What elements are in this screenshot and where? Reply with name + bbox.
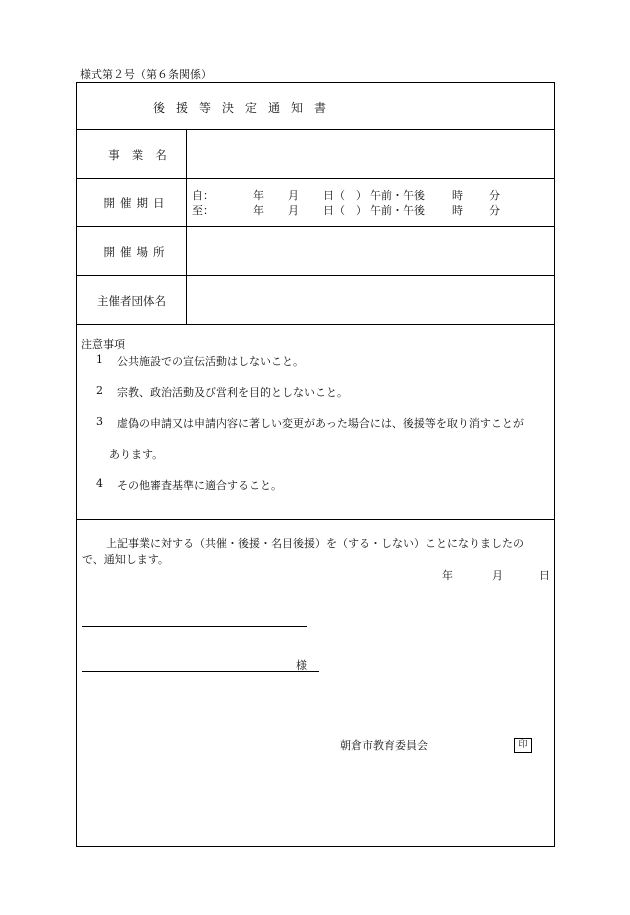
- seal-box: 印: [514, 738, 532, 753]
- notice-line-2: で、通知します。: [82, 553, 169, 566]
- divider: [77, 275, 554, 276]
- year-label: 年: [253, 204, 264, 217]
- addressee-suffix: 様: [296, 659, 307, 672]
- notice-line-1: 上記事業に対する（共催・後援・名目後援）を（する・しない）ことになりましたの: [106, 537, 524, 550]
- note-text: 虚偽の申請又は申請内容に著しい変更があった場合には、後援等を取り消すことが: [117, 417, 524, 430]
- note-text: あります。: [109, 448, 164, 461]
- divider: [77, 519, 554, 520]
- hour-label: 時: [452, 204, 463, 217]
- note-text: その他審査基準に適合すること。: [117, 479, 282, 492]
- divider: [77, 129, 554, 130]
- notice-month: 月: [492, 569, 503, 582]
- note-text: 公共施設での宣伝活動はしないこと。: [117, 355, 304, 368]
- note-number: 1: [96, 353, 103, 366]
- minute-label: 分: [489, 204, 500, 217]
- notice-year: 年: [442, 569, 453, 582]
- minute-label: 分: [489, 189, 500, 202]
- note-number: 2: [96, 384, 103, 397]
- note-number: 3: [96, 415, 103, 428]
- ampm-label: 午前・午後: [370, 204, 425, 217]
- notes-heading: 注意事項: [81, 338, 125, 351]
- venue-label: 開催場所: [103, 245, 170, 259]
- event-name-label: 事業名: [108, 148, 179, 162]
- issuer-name: 朝倉市教育委員会: [340, 739, 428, 752]
- year-label: 年: [253, 189, 264, 202]
- month-label: 月: [288, 189, 299, 202]
- to-prefix: 至：: [192, 204, 214, 217]
- from-prefix: 自：: [192, 189, 214, 202]
- note-text: 宗教、政治活動及び営利を目的としないこと。: [117, 386, 348, 399]
- month-label: 月: [288, 204, 299, 217]
- ampm-label: 午前・午後: [370, 189, 425, 202]
- day-label: 日（ ）: [323, 189, 367, 202]
- addressee-line[interactable]: [82, 671, 319, 672]
- divider: [77, 226, 554, 227]
- form-number: 様式第２号（第６条関係）: [80, 68, 212, 81]
- divider: [77, 324, 554, 325]
- address-line[interactable]: [82, 626, 307, 627]
- day-label: 日（ ）: [323, 204, 367, 217]
- notice-day: 日: [539, 569, 550, 582]
- form-title: 後援等決定通知書: [152, 101, 337, 115]
- organizer-label: 主催者団体名: [97, 294, 166, 308]
- divider: [77, 178, 554, 179]
- period-label: 開催期日: [103, 196, 170, 210]
- note-number: 4: [96, 477, 103, 490]
- hour-label: 時: [452, 189, 463, 202]
